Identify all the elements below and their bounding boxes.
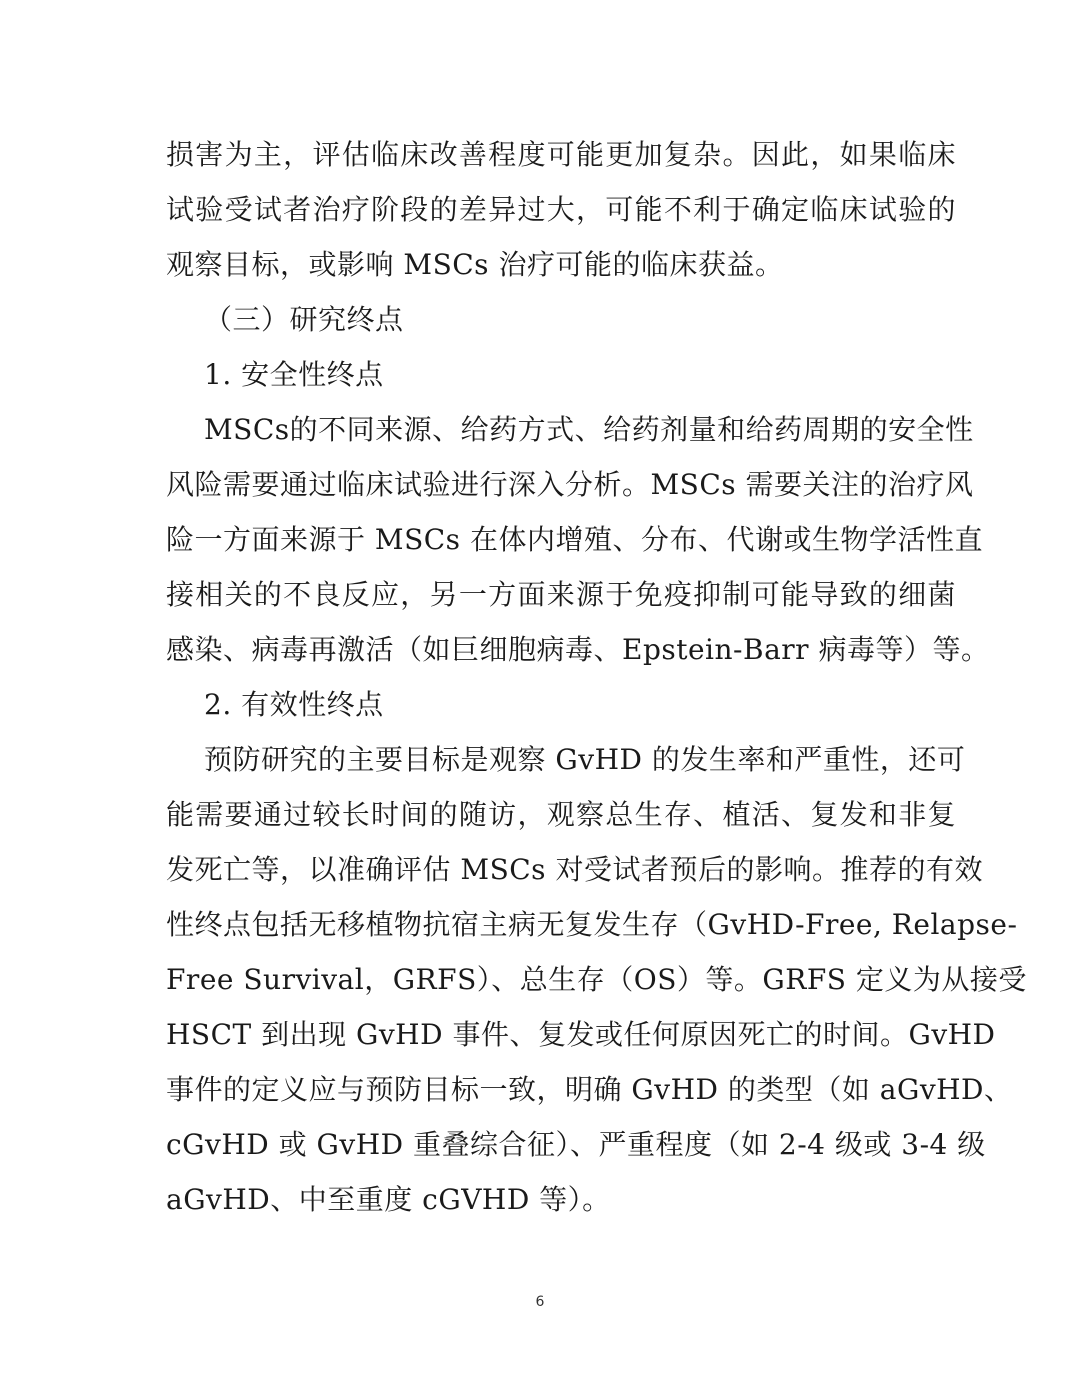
safety-line-3: 险一方面来源于 MSCs 在体内增殖、分布、代谢或生物学活性直 — [166, 523, 983, 556]
safety-heading: 1. 安全性终点 — [204, 358, 384, 391]
efficacy-line-8: cGvHD 或 GvHD 重叠综合征）、严重程度（如 2-4 级或 3-4 级 — [166, 1128, 986, 1161]
intro-line-3: 观察目标，或影响 MSCs 治疗可能的临床获益。 — [166, 248, 784, 281]
section-heading: （三）研究终点 — [204, 303, 404, 336]
page-number: 6 — [535, 1294, 545, 1310]
safety-line-2: 风险需要通过临床试验进行深入分析。MSCs 需要关注的治疗风 — [166, 468, 974, 501]
efficacy-line-5: Free Survival，GRFS）、总生存（OS）等。GRFS 定义为从接受 — [166, 963, 1027, 996]
efficacy-line-6: HSCT 到出现 GvHD 事件、复发或任何原因死亡的时间。GvHD — [166, 1018, 996, 1051]
efficacy-line-7: 事件的定义应与预防目标一致，明确 GvHD 的类型（如 aGvHD、 — [166, 1073, 1013, 1106]
safety-line-1: MSCs的不同来源、给药方式、给药剂量和给药周期的安全性 — [204, 413, 974, 446]
intro-line-1: 损害为主，评估临床改善程度可能更加复杂。因此，如果临床 — [166, 138, 956, 171]
efficacy-line-4: 性终点包括无移植物抗宿主病无复发生存（GvHD-Free, Relapse- — [166, 908, 1018, 941]
efficacy-heading: 2. 有效性终点 — [204, 688, 384, 721]
safety-line-5: 感染、病毒再激活（如巨细胞病毒、Epstein-Barr 病毒等）等。 — [166, 633, 990, 666]
intro-line-2: 试验受试者治疗阶段的差异过大，可能不利于确定临床试验的 — [166, 193, 956, 226]
efficacy-line-9: aGvHD、中至重度 cGVHD 等）。 — [166, 1183, 611, 1216]
efficacy-line-3: 发死亡等，以准确评估 MSCs 对受试者预后的影响。推荐的有效 — [166, 853, 983, 886]
efficacy-line-1: 预防研究的主要目标是观察 GvHD 的发生率和严重性，还可 — [204, 743, 966, 776]
safety-line-4: 接相关的不良反应，另一方面来源于免疫抑制可能导致的细菌 — [166, 578, 956, 611]
efficacy-line-2: 能需要通过较长时间的随访，观察总生存、植活、复发和非复 — [166, 798, 956, 831]
